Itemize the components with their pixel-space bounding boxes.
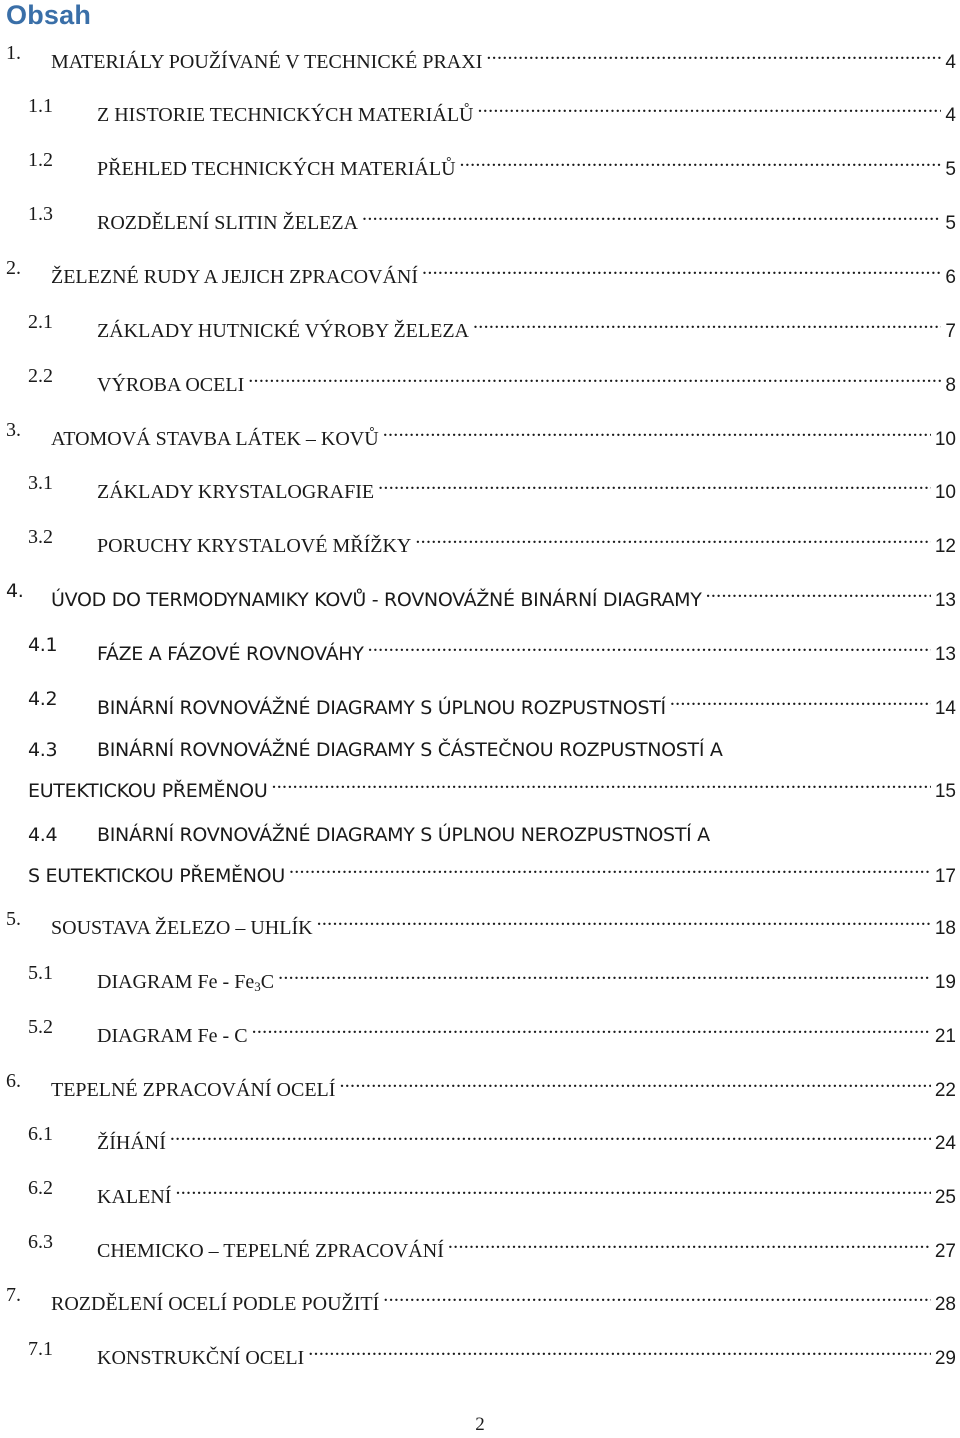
toc-title: ŽELEZNÉ RUDY A JEJICH ZPRACOVÁNÍ xyxy=(51,266,419,288)
toc-page: 12 xyxy=(934,536,956,557)
subscript: 3 xyxy=(254,979,261,994)
toc-page: 7 xyxy=(945,321,956,342)
toc-page: 10 xyxy=(934,482,956,503)
dot-leader xyxy=(460,145,942,175)
toc-number: 3.1 xyxy=(28,472,53,494)
toc-title: KALENÍ xyxy=(97,1186,172,1208)
dot-leader xyxy=(383,1280,931,1310)
toc-entry-7[interactable] xyxy=(6,1280,960,1315)
dot-leader xyxy=(422,253,941,283)
toc-number: 1.3 xyxy=(28,203,53,225)
toc-number: 6.1 xyxy=(28,1123,53,1145)
toc-page: 14 xyxy=(934,698,956,719)
page-title: Obsah xyxy=(6,0,92,30)
toc-page: 5 xyxy=(945,213,956,234)
toc-title: ÚVOD DO TERMODYNAMIKY KOVŮ - ROVNOVÁŽNÉ BINÁRNÍ DIAGRAMY xyxy=(51,589,702,611)
dot-leader xyxy=(486,38,941,68)
toc-entry-5-1[interactable] xyxy=(6,958,960,994)
toc-number: 4.1 xyxy=(28,634,58,656)
toc-entry-4-3[interactable] xyxy=(6,735,960,802)
toc-page: 27 xyxy=(934,1241,956,1262)
toc-title: SOUSTAVA ŽELEZO – UHLÍK xyxy=(51,917,313,939)
toc-page: 29 xyxy=(934,1348,956,1369)
toc-title-continued: EUTEKTICKOU PŘEMĚNOU xyxy=(28,780,268,802)
toc-title: ATOMOVÁ STAVBA LÁTEK – KOVŮ xyxy=(51,428,379,450)
toc-entry-7-1[interactable] xyxy=(6,1334,960,1369)
toc-number: 5. xyxy=(6,908,21,930)
dot-leader xyxy=(339,1066,930,1096)
toc-entry-2-1[interactable] xyxy=(6,307,960,342)
toc-entry-6[interactable] xyxy=(6,1066,960,1101)
toc-title: ROZDĚLENÍ SLITIN ŽELEZA xyxy=(97,212,359,234)
dot-leader xyxy=(252,1012,931,1042)
toc-number: 1.1 xyxy=(28,95,53,117)
dot-leader xyxy=(278,958,931,988)
dot-leader xyxy=(383,415,931,445)
toc-entry-3-2[interactable] xyxy=(6,522,960,557)
dot-leader xyxy=(415,522,931,552)
dot-leader xyxy=(473,307,941,337)
toc-entry-2-2[interactable] xyxy=(6,361,960,396)
toc-number: 7.1 xyxy=(28,1338,53,1360)
toc-entry-4[interactable] xyxy=(6,576,960,611)
toc-number: 5.2 xyxy=(28,1016,53,1038)
dot-leader xyxy=(670,684,931,714)
toc-entry-6-2[interactable] xyxy=(6,1173,960,1208)
dot-leader xyxy=(706,576,931,606)
toc-page: 22 xyxy=(934,1080,956,1101)
dot-leader xyxy=(448,1227,931,1257)
toc-entry-6-3[interactable] xyxy=(6,1227,960,1262)
toc-page: 19 xyxy=(934,972,956,993)
toc-title: Z HISTORIE TECHNICKÝCH MATERIÁLŮ xyxy=(97,104,474,126)
toc-page: 24 xyxy=(934,1133,956,1154)
toc-number: 6. xyxy=(6,1070,21,1092)
page-number: 2 xyxy=(475,1414,485,1435)
toc-entry-1-1[interactable] xyxy=(6,91,960,126)
toc-title: DIAGRAM Fe - C xyxy=(97,1025,248,1047)
toc-title: TEPELNÉ ZPRACOVÁNÍ OCELÍ xyxy=(51,1079,336,1101)
toc-entry-6-1[interactable] xyxy=(6,1119,960,1154)
toc-page: 13 xyxy=(934,644,956,665)
dot-leader xyxy=(378,468,931,498)
toc-number: 2. xyxy=(6,257,21,279)
toc-title: FÁZE A FÁZOVÉ ROVNOVÁHY xyxy=(97,643,364,665)
toc-title: ZÁKLADY KRYSTALOGRAFIE xyxy=(97,481,375,503)
toc-title: BINÁRNÍ ROVNOVÁŽNÉ DIAGRAMY S ÚPLNOU NEROZPUSTNOSTÍ A xyxy=(97,824,710,846)
toc-entry-4-1[interactable] xyxy=(6,630,960,665)
toc-page: 21 xyxy=(934,1026,956,1047)
toc-number: 4. xyxy=(6,580,24,602)
toc-entry-3[interactable] xyxy=(6,415,960,450)
toc-page: 5 xyxy=(945,159,956,180)
toc-title: KONSTRUKČNÍ OCELI xyxy=(97,1347,305,1369)
dot-leader xyxy=(362,199,941,229)
dot-leader xyxy=(170,1119,931,1149)
toc-page: 13 xyxy=(934,590,956,611)
toc-entry-4-4[interactable] xyxy=(6,820,960,887)
toc-number: 7. xyxy=(6,1284,21,1306)
toc-number: 3.2 xyxy=(28,526,53,548)
toc-page: 8 xyxy=(945,375,956,396)
toc-page: 17 xyxy=(934,866,956,887)
dot-leader xyxy=(477,91,941,121)
toc-title: CHEMICKO – TEPELNÉ ZPRACOVÁNÍ xyxy=(97,1240,444,1262)
dot-leader xyxy=(248,361,941,391)
toc-number: 4.2 xyxy=(28,688,58,710)
toc-entry-1-2[interactable] xyxy=(6,145,960,180)
toc-title: ROZDĚLENÍ OCELÍ PODLE POUŽITÍ xyxy=(51,1293,380,1315)
dot-leader xyxy=(271,767,930,797)
toc-number: 1. xyxy=(6,42,21,64)
toc-title: PORUCHY KRYSTALOVÉ MŘÍŽKY xyxy=(97,535,412,557)
toc-title: ZÁKLADY HUTNICKÉ VÝROBY ŽELEZA xyxy=(97,320,469,342)
toc-entry-1[interactable] xyxy=(6,38,960,73)
toc-number: 5.1 xyxy=(28,962,53,984)
toc-title: BINÁRNÍ ROVNOVÁŽNÉ DIAGRAMY S ČÁSTEČNOU ROZPUSTNOSTÍ A xyxy=(97,739,723,761)
toc-number: 6.2 xyxy=(28,1177,53,1199)
toc-title-main: DIAGRAM Fe - Fe xyxy=(97,971,255,993)
toc-number: 2.1 xyxy=(28,311,53,333)
toc-title: BINÁRNÍ ROVNOVÁŽNÉ DIAGRAMY S ÚPLNOU ROZPUSTNOSTÍ xyxy=(97,697,666,719)
toc-page: 4 xyxy=(945,105,956,126)
toc-page: 15 xyxy=(934,781,956,802)
toc-number: 4.3 xyxy=(28,739,58,761)
toc-entry-4-2[interactable] xyxy=(6,684,960,719)
toc-title-continued: S EUTEKTICKOU PŘEMĚNOU xyxy=(28,865,285,887)
toc-entry-5[interactable] xyxy=(6,904,960,939)
toc-title xyxy=(97,967,274,1002)
toc-entry-5-2[interactable] xyxy=(6,1012,960,1047)
toc-page: 10 xyxy=(934,429,956,450)
toc-page: 18 xyxy=(934,918,956,939)
toc-number: 6.3 xyxy=(28,1231,53,1253)
toc-entry-3-1[interactable] xyxy=(6,468,960,503)
toc-title: MATERIÁLY POUŽÍVANÉ V TECHNICKÉ PRAXI xyxy=(51,51,483,73)
toc-entry-2[interactable] xyxy=(6,253,960,288)
toc-page: 6 xyxy=(945,267,956,288)
toc-title-tail: C xyxy=(260,971,275,993)
toc-title: PŘEHLED TECHNICKÝCH MATERIÁLŮ xyxy=(97,158,456,180)
toc-number: 3. xyxy=(6,419,21,441)
toc-number: 4.4 xyxy=(28,824,58,846)
dot-leader xyxy=(175,1173,930,1203)
toc-page: 25 xyxy=(934,1187,956,1208)
toc-title: VÝROBA OCELI xyxy=(97,374,245,396)
toc-entry-1-3[interactable] xyxy=(6,199,960,234)
dot-leader xyxy=(308,1334,931,1364)
dot-leader xyxy=(289,852,931,882)
toc-number: 2.2 xyxy=(28,365,53,387)
toc-page: 28 xyxy=(934,1294,956,1315)
dot-leader xyxy=(368,630,931,660)
toc-number: 1.2 xyxy=(28,149,53,171)
toc-title: ŽÍHÁNÍ xyxy=(97,1132,166,1154)
dot-leader xyxy=(317,904,931,934)
toc-page: 4 xyxy=(945,52,956,73)
